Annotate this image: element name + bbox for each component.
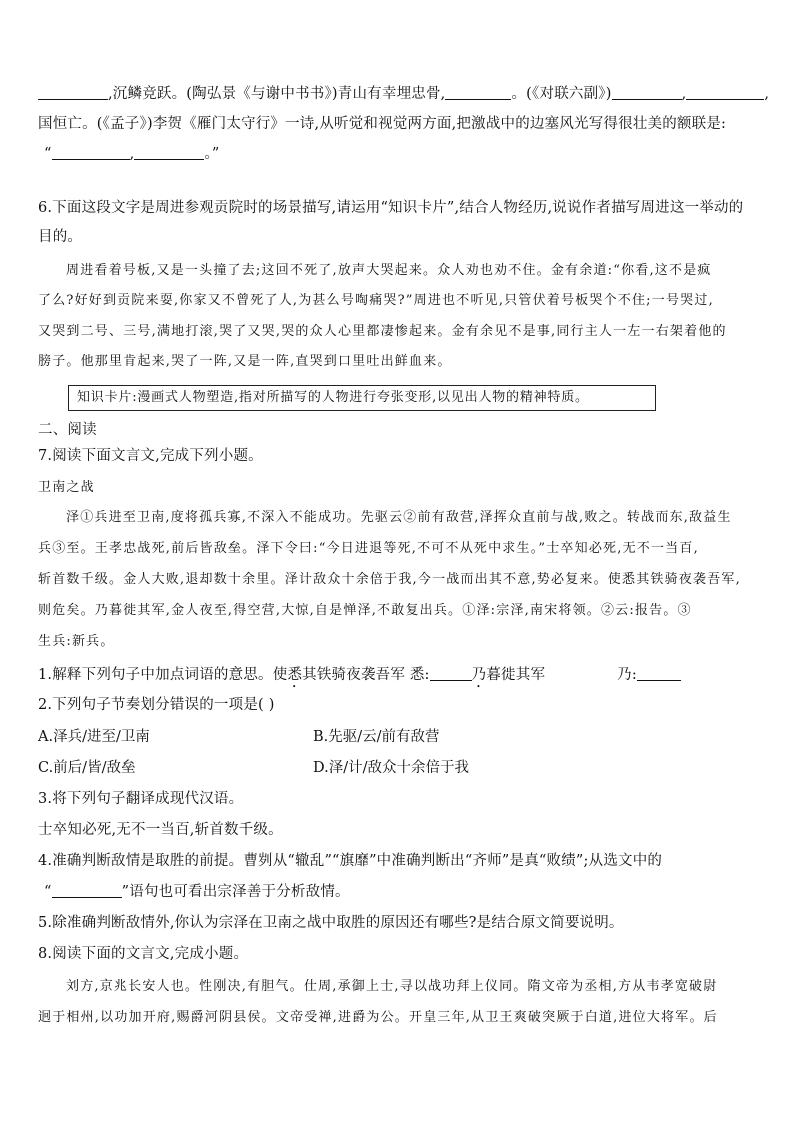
- option-b[interactable]: B.先驱/云/前有敌营: [313, 729, 440, 745]
- answer-blank[interactable]: [52, 145, 130, 160]
- q8-passage-line: 迥于相州,以功加开府,赐爵河阴县侯。文帝受禅,进爵为公。开皇三年,从卫王爽破突厥于白道,进位大将军。后: [38, 1010, 718, 1025]
- answer-blank[interactable]: [38, 85, 108, 100]
- q6-stem-cont: 目的。: [38, 229, 83, 245]
- knowledge-card: 知识卡片:漫画式人物塑造,指对所描写的人物进行夸张变形,以见出人物的精神特质。: [68, 385, 656, 411]
- q7-sub2: 2.下列句子节奏划分错误的一项是( ): [38, 697, 275, 713]
- answer-blank[interactable]: [686, 85, 764, 100]
- q6-passage-line: 又哭到二号、三号,满地打滚,哭了又哭,哭的众人心里都凄惨起来。金有余见不是事,同行主人一左一右架着他的: [38, 324, 727, 339]
- q8-stem: 8.阅读下面的文言文,完成小题。: [38, 946, 249, 962]
- q6-passage-line: 了么?好好到贡院来耍,你家又不曾死了人,为甚么号啕痛哭?”周进也不听见,只管伏着号板哭个不住;一号哭过,: [38, 293, 714, 308]
- fill-text: 。(《对联六副》): [511, 86, 612, 102]
- q7-sub4-cont: “ ”语句也可看出宗泽善于分析敌情。: [44, 884, 350, 900]
- fill-line-3: “ , 。”: [44, 146, 220, 162]
- option-d[interactable]: D.泽/计/敌众十余倍于我: [313, 760, 469, 776]
- section-heading: 二、阅读: [38, 422, 97, 438]
- fill-line-1: ,沉鳞竞跃。(陶弘景《与谢中书书》)青山有幸埋忠骨, 。(《对联六副》) , ,: [38, 84, 762, 104]
- passage-title: 卫南之战: [38, 480, 95, 495]
- q7-sub3-sentence: 士卒知必死,无不一当百,斩首数千级。: [38, 822, 283, 838]
- fill-line-2: 国恒亡。(《孟子》)李贺《雁门太守行》一诗,从听觉和视觉两方面,把激战中的边塞风光写得很壮美的额联是:: [38, 116, 727, 132]
- q7-passage-line: 则危矣。乃暮徙其军,金人夜至,得空营,大惊,自是惮泽,不敢复出兵。①泽:宗泽,南宋将领。②云:报告。③: [38, 603, 692, 618]
- q7-passage-line: 泽①兵进至卫南,度将孤兵寡,不深入不能成功。先驱云②前有敌营,泽挥众直前与战,败之。转战而东,敌益生: [66, 510, 732, 525]
- answer-blank[interactable]: [52, 883, 122, 898]
- dotted-word: 悉: [287, 667, 303, 683]
- q7-passage-line: 生兵:新兵。: [38, 634, 115, 649]
- answer-blank[interactable]: [134, 145, 204, 160]
- q7-sub4: 4.准确判断敌情是取胜的前提。曹刿从“辙乱”“旗靡”中准确判断出“齐师”是真“败绩”;从选文中的: [38, 853, 663, 869]
- q7-stem: 7.阅读下面文言文,完成下列小题。: [38, 448, 263, 464]
- answer-blank[interactable]: [637, 666, 681, 681]
- q7-passage-line: 兵③至。王孝忠战死,前后皆敌垒。泽下令曰:“今日进退等死,不可不从死中求生。”士卒知必死,无不一当百,: [38, 541, 699, 556]
- q6-stem: 6.下面这段文字是周进参观贡院时的场景描写,请运用“知识卡片”,结合人物经历,说说作者描写周进这一举动的: [38, 200, 744, 216]
- answer-blank[interactable]: [430, 666, 472, 681]
- option-c[interactable]: C.前后/皆/敌垒: [38, 760, 136, 776]
- fill-text: ,沉鳞竞跃。(陶弘景《与谢中书书》)青山有幸埋忠骨,: [108, 86, 446, 102]
- option-a[interactable]: A.泽兵/进至/卫南: [38, 729, 150, 745]
- q7-passage-line: 斩首数千级。金人大败,退却数十余里。泽计敌众十余倍于我,今一战而出其不意,势必复来。使悉其铁骑夜袭吾军,: [38, 572, 741, 587]
- answer-blank[interactable]: [445, 85, 511, 100]
- answer-blank[interactable]: [612, 85, 682, 100]
- q7-sub3: 3.将下列句子翻译成现代汉语。: [38, 791, 244, 807]
- q7-sub1: 1.解释下列句子中加点词语的意思。使悉其铁骑夜袭吾军 悉: 乃暮徙其军 乃:: [38, 665, 762, 691]
- q6-passage-line: 膀子。他那里肯起来,哭了一阵,又是一阵,直哭到口里吐出鲜血来。: [38, 354, 452, 369]
- q7-sub5: 5.除准确判断敌情外,你认为宗泽在卫南之战中取胜的原因还有哪些?是结合原文简要说明。: [38, 915, 624, 931]
- q6-passage-line: 周进看着号板,又是一头撞了去;这回不死了,放声大哭起来。众人劝也劝不住。金有余道:“你看,这不是疯: [66, 263, 712, 278]
- q8-passage-line: 刘方,京兆长安人也。性刚决,有胆气。仕周,承御上士,寻以战功拜上仪同。隋文帝为丞相,方从韦孝宽破尉: [66, 979, 718, 994]
- dotted-word: 乃: [471, 667, 487, 683]
